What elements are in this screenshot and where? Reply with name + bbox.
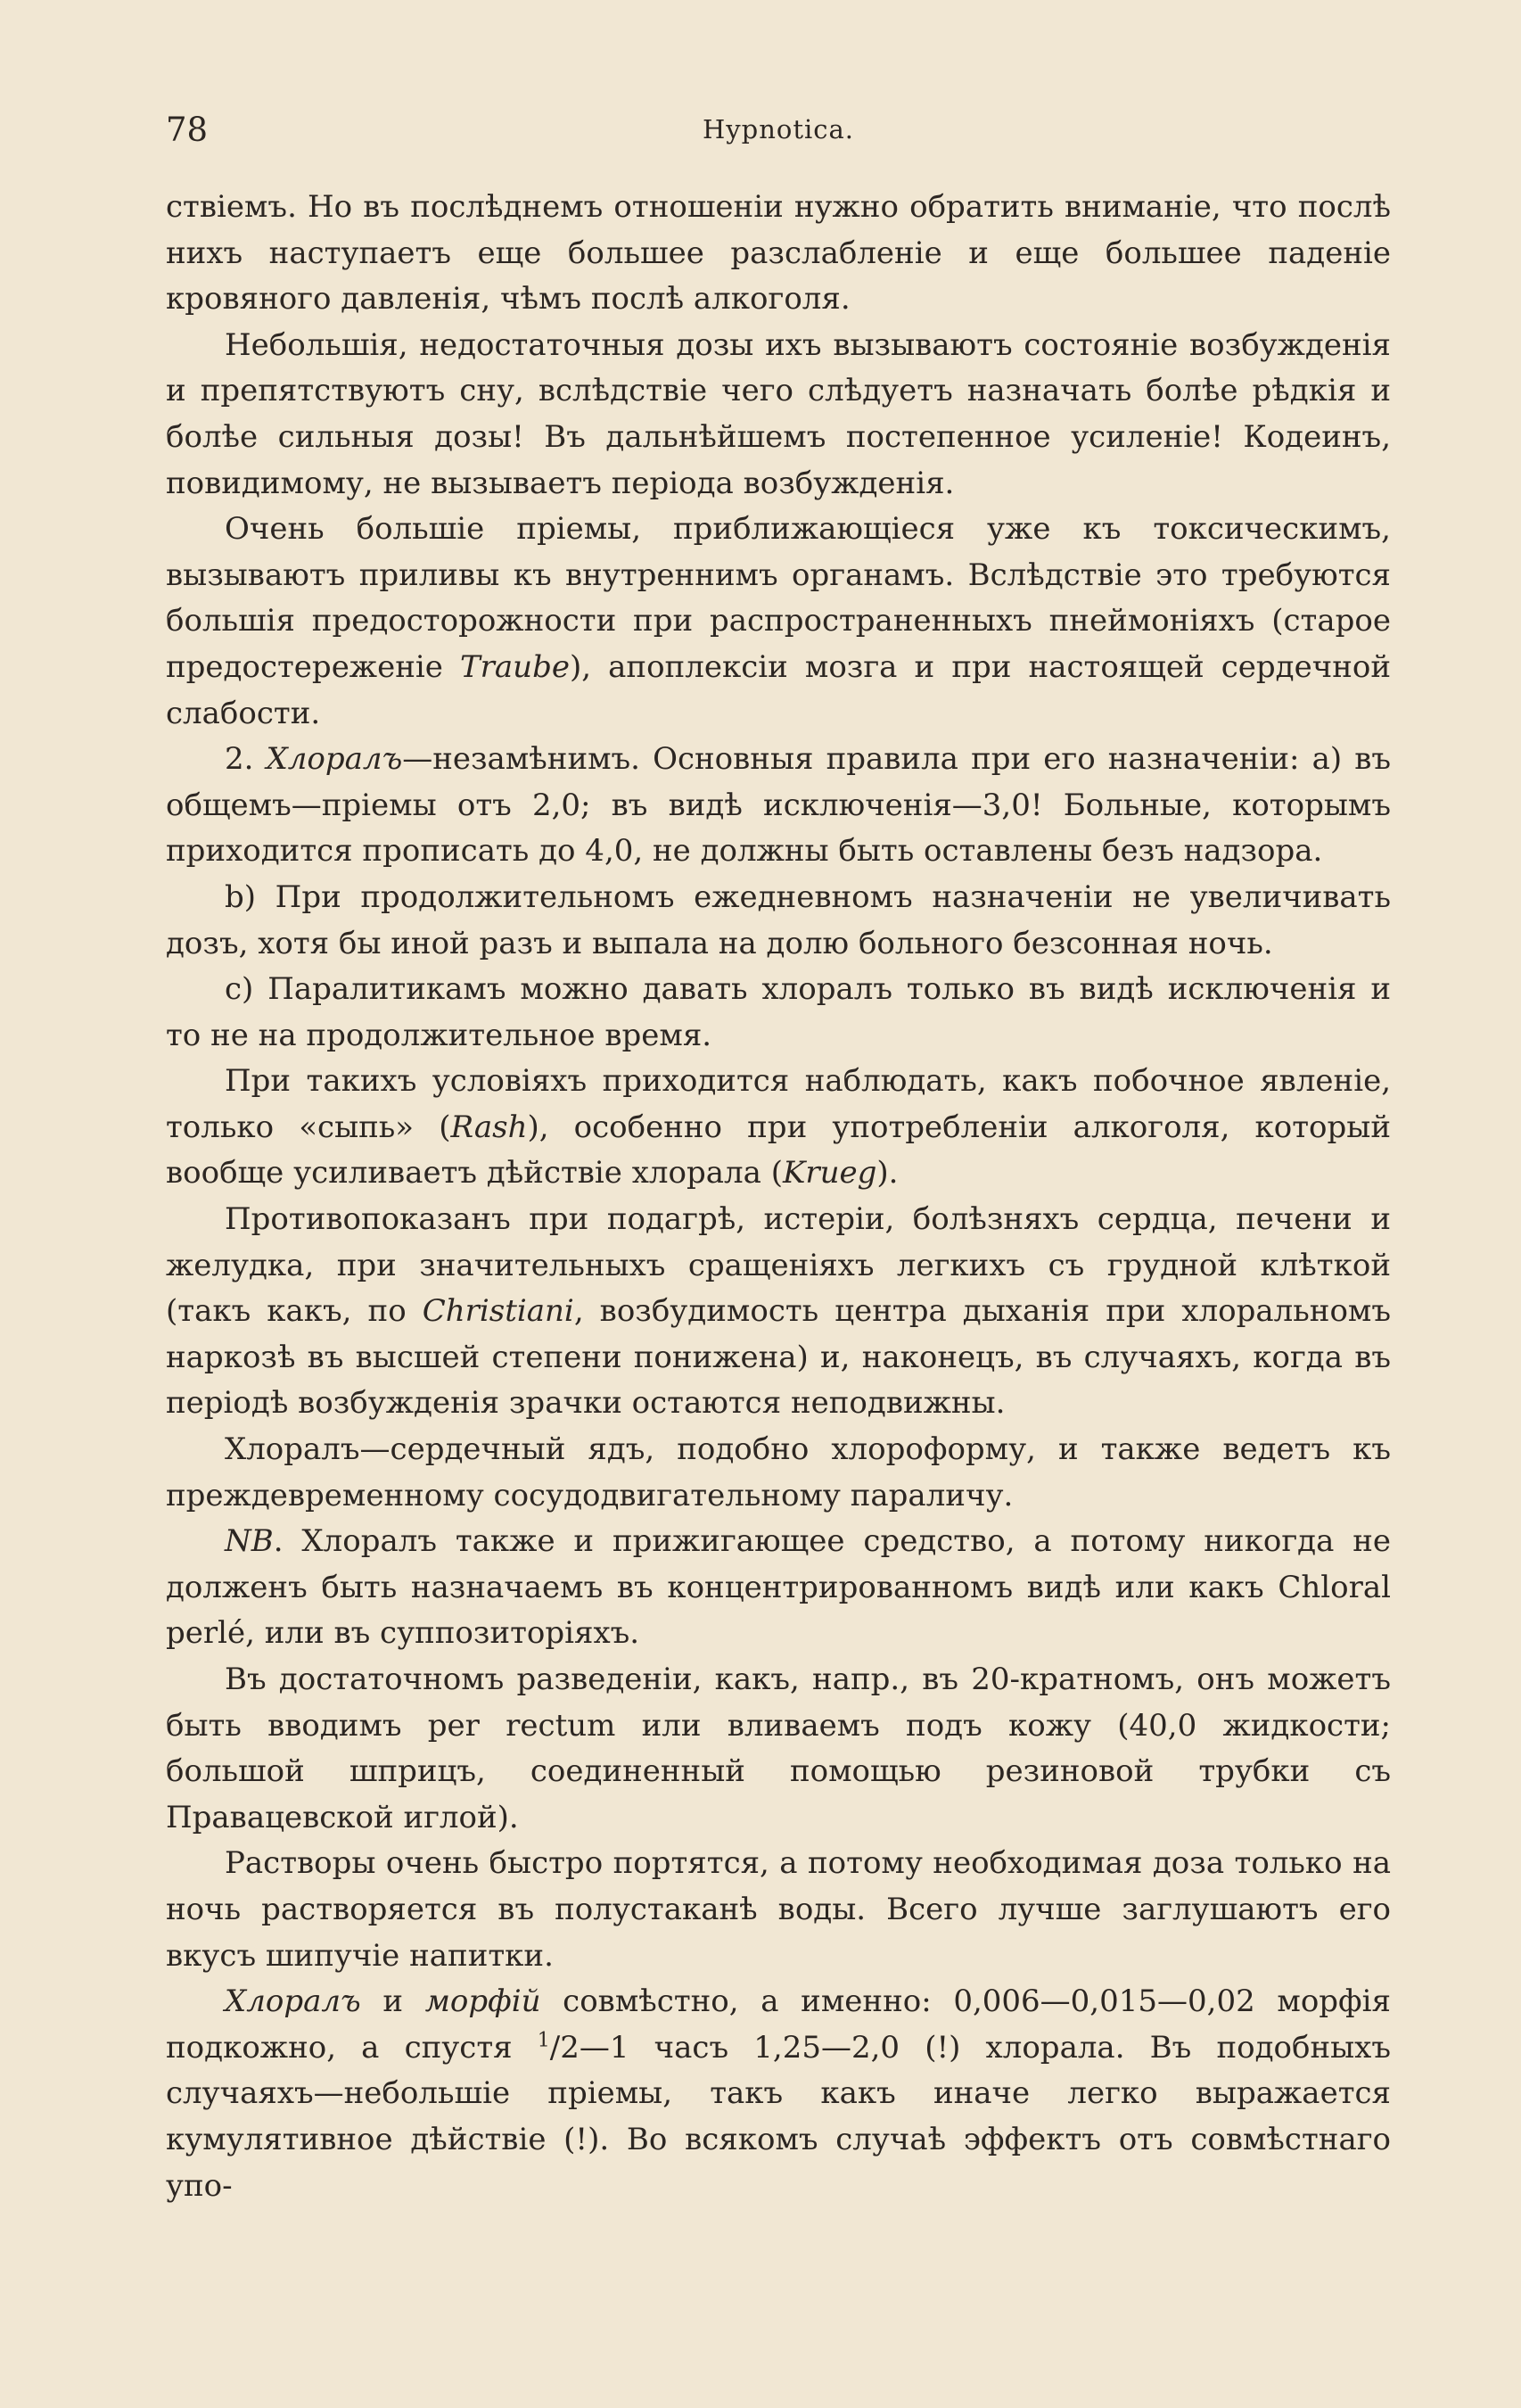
- paragraph: [166, 737, 1391, 875]
- fraction-numerator: 1: [537, 2029, 550, 2052]
- text-run: Очень большіе пріемы, приближающіеся уже къ токсическимъ, вызываютъ приливы къ внутреннимъ органамъ. Вслѣдствіе это требуются большія предосторожности при распространенныхъ пнеймоніяхъ (старое предостереженіе: [166, 511, 1391, 685]
- text-run: При такихъ условіяхъ приходится наблюдать, какъ побочное явленіе, только «сыпь» (: [166, 1063, 1391, 1145]
- text-run: ), особенно при употребленіи алкоголя, который вообще усиливаетъ дѣйствіе хлорала (: [166, 1109, 1391, 1192]
- italic-text-run: NB: [225, 1523, 274, 1560]
- italic-text-run: Хлоралъ: [225, 1983, 361, 2020]
- paragraph: [166, 1979, 1391, 2209]
- paragraph: [166, 1841, 1391, 1979]
- paragraph: [166, 1657, 1391, 1841]
- text-run: Противопоказанъ при подагрѣ, истеріи, болѣзняхъ сердца, печени и желудка, при значительныхъ сращеніяхъ легкихъ съ грудной клѣткой (такъ какъ, по: [166, 1201, 1391, 1330]
- text-run: 2.: [225, 741, 267, 778]
- text-run: Хлоралъ—сердечный ядъ, подобно хлороформу, и также ведетъ къ преждевременному сосудодвигательному параличу.: [166, 1431, 1391, 1513]
- body-text: [166, 185, 1391, 2209]
- running-title: Hypnotica.: [702, 114, 855, 144]
- text-run: Растворы очень быстро портятся, а потому необходимая доза только на ночь растворяется въ полустаканѣ воды. Всего лучше заглушаютъ его вкусъ шипучіе напитки.: [166, 1845, 1391, 1974]
- italic-text-run: Krueg: [782, 1155, 877, 1192]
- page-header: [166, 111, 1391, 155]
- paragraph: [166, 185, 1391, 323]
- text-run: , возбудимость центра дыханія при хлоральномъ наркозѣ въ высшей степени понижена) и, наконецъ, въ случаяхъ, когда въ періодѣ возбужденія зрачки остаются неподвижны.: [166, 1293, 1391, 1422]
- text-run: —незамѣнимъ. Основныя правила при его назначеніи: а) въ общемъ—пріемы отъ 2,0; въ видѣ исключенія—3,0! Больные, которымъ приходится прописать до 4,0, не должны быть оставлены безъ надзора.: [166, 741, 1392, 870]
- italic-text-run: Traube: [459, 648, 570, 685]
- text-run: Небольшія, недостаточныя дозы ихъ вызываютъ состояніе возбужденія и препятствуютъ сну, вслѣдствіе чего слѣдуетъ назначать болѣе рѣдкія и болѣе сильныя дозы! Въ дальнѣйшемъ постепенное усиленіе! Кодеинъ, повидимому, не вызываетъ періода возбужденія.: [166, 326, 1391, 501]
- paragraph: [166, 323, 1391, 507]
- paragraph: [166, 507, 1391, 737]
- text-run: и: [360, 1983, 425, 2020]
- paragraph: [166, 967, 1391, 1059]
- text-run: Въ достаточномъ разведеніи, какъ, напр., въ 20-кратномъ, онъ можетъ быть вводимъ per rectum или вливаемъ подъ кожу (40,0 жидкости; большой шприцъ, соединенный помощью резиновой трубки съ Правацевской иглой).: [166, 1662, 1391, 1835]
- paragraph: [166, 1427, 1391, 1519]
- text-run: ствіемъ. Но въ послѣднемъ отношеніи нужно обратить вниманіе, что послѣ нихъ наступаетъ еще большее разслабленіе и еще большее паденіе кровяного давленія, чѣмъ послѣ алкоголя.: [166, 189, 1391, 317]
- paragraph: [166, 875, 1391, 967]
- text-run: ).: [876, 1155, 899, 1192]
- paragraph: [166, 1519, 1391, 1657]
- italic-text-run: Rash: [450, 1109, 528, 1145]
- italic-text-run: Хлоралъ: [266, 741, 403, 778]
- paragraph: [166, 1197, 1391, 1427]
- text-run: b) При продолжительномъ ежедневномъ назначеніи не увеличивать дозъ, хотя бы иной разъ и выпала на долю больного безсонная ночь.: [166, 878, 1391, 961]
- page-number: 78: [166, 111, 209, 149]
- text-run: ), апоплексіи мозга и при настоящей сердечной слабости.: [166, 648, 1391, 731]
- fraction: $^1$/2: [537, 2029, 580, 2066]
- italic-text-run: морфій: [424, 1983, 541, 2020]
- text-run: —1 часъ 1,25—2,0 (!) хлорала. Въ подобныхъ случаяхъ—небольшіе пріемы, такъ какъ иначе легко выражается кумулятивное дѣйствіе (!). Во всякомъ случаѣ эффектъ отъ совмѣстнаго упо-: [166, 2029, 1391, 2204]
- text-run: c) Паралитикамъ можно давать хлоралъ только въ видѣ исключенія и то не на продолжительное время.: [166, 971, 1391, 1053]
- italic-text-run: Christiani: [422, 1293, 574, 1330]
- paragraph: [166, 1059, 1391, 1197]
- text-run: . Хлоралъ также и прижигающее средство, а потому никогда не долженъ быть назначаемъ въ концентрированномъ видѣ или какъ Chloral perlé, или въ суппозиторіяхъ.: [166, 1523, 1391, 1652]
- text-run: совмѣстно, а именно: 0,006—0,015—0,02 морфія подкожно, а спустя: [166, 1983, 1391, 2066]
